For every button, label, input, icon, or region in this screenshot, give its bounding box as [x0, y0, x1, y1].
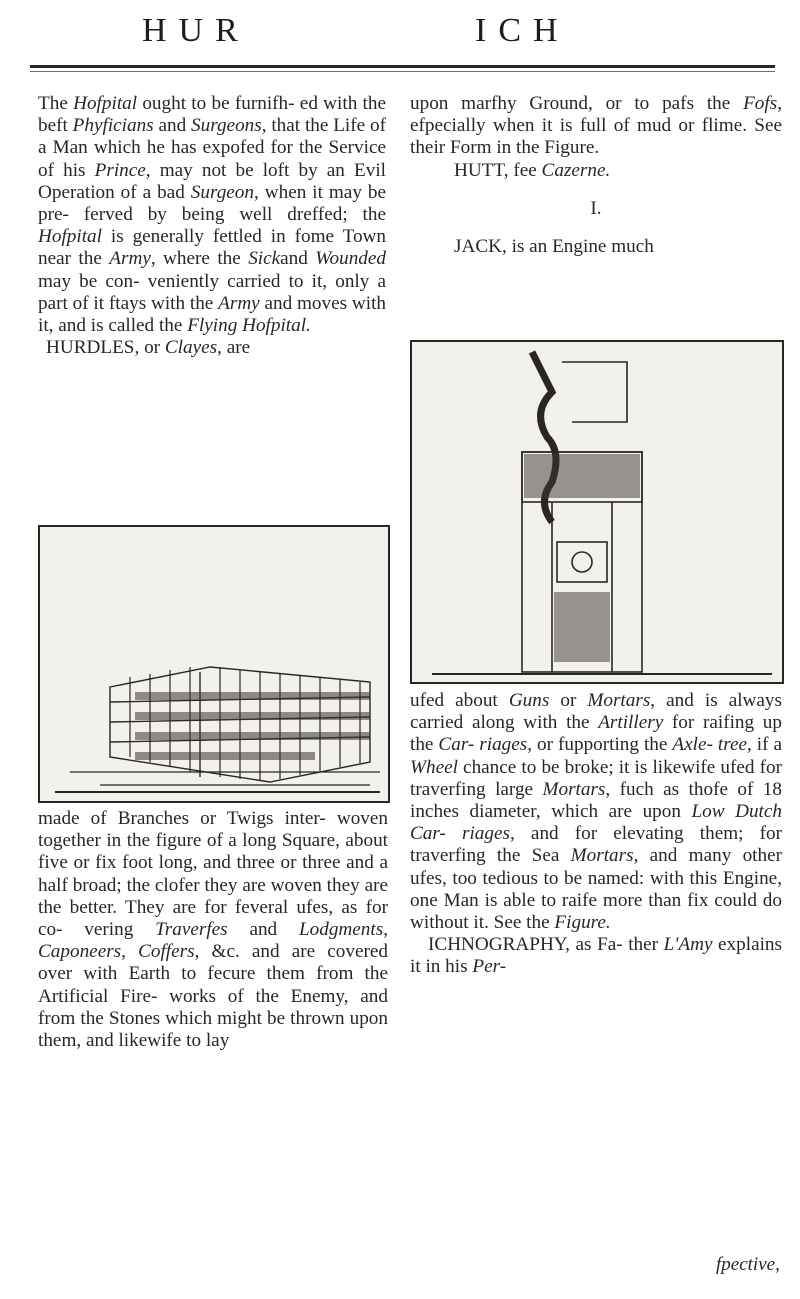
- italic-term: Hofpital: [73, 93, 138, 114]
- jack-heading: JACK, is an Engine much: [454, 236, 654, 258]
- left-column-bottom: [38, 808, 388, 1052]
- italic-term: Surgeons: [191, 115, 262, 137]
- catchword: fpective,: [716, 1254, 780, 1275]
- hurdles-figure: [38, 525, 390, 803]
- italic-term: Wounded: [315, 248, 386, 270]
- running-head-left: HUR: [142, 12, 250, 49]
- hurdles-heading: HURDLES, or Clayes, are: [46, 337, 251, 359]
- jack-illustration: [412, 342, 782, 682]
- header-rule-thin: [30, 71, 775, 72]
- italic-term: Guns: [508, 690, 550, 711]
- hospital-paragraph: The Hofpital ought to be furnifh- ed with the beft Phyficians and Surgeons, that the Life of a Man which he has expofed for the Service of his Prince, may not be loft by an Evil Operation of a bad Surgeon, when it may be pre- ferved by being well dreffed; the Hofpital is generally fettled in fome Town near the Army, where the Sickand Wounded may be con- veniently carried to it, only a part of it ftays with the Army and moves with it, and is called the Flying Hofpital.: [38, 93, 386, 337]
- italic-term: Figure.: [554, 912, 611, 934]
- marshy-paragraph: upon marfhy Ground, or to pafs the Fofs, efpecially when it is full of mud or flime. See their Form in the Figure.: [410, 93, 782, 159]
- italic-term: Lodgments: [298, 919, 384, 941]
- running-head-right: ICH: [475, 12, 570, 49]
- ichnography-entry: ICHNOGRAPHY, as Fa- ther L'Amy explains it in his Per-: [410, 934, 782, 978]
- right-column-bottom: [410, 690, 782, 979]
- italic-term: Surgeon: [190, 181, 254, 203]
- italic-term: Mortars: [570, 845, 634, 867]
- jack-paragraph: ufed about Guns or Mortars, and is always carried along with the Artillery for raifing up the Car- riages, or fupporting the Axle- tree, if a Wheel chance to be broke; it is likewife ufed for traverfing large Mortars, fuch as thofe of 18 inches diameter, which are upon Low Dutch Car- riages, and for elevating them; for traverfing the Sea Mortars, and many other ufes, too tedious to be named: with this Engine, one Man is able to raife more than fix could do without it. See the Figure.: [410, 690, 782, 934]
- italic-term: Army: [218, 292, 260, 314]
- italic-term: Fofs: [743, 93, 778, 114]
- italic-term: L'Amy: [663, 934, 713, 956]
- italic-term: Per-: [472, 956, 507, 978]
- italic-term: Artillery: [598, 712, 664, 734]
- italic-term: Cazerne.: [541, 159, 611, 181]
- italic-term: Wheel: [410, 756, 458, 778]
- italic-term: Phyficians: [72, 115, 154, 137]
- header-rule: [30, 65, 775, 68]
- italic-term: Flying Hofpital.: [187, 315, 311, 337]
- italic-term: Sick: [248, 248, 281, 270]
- italic-term: Mortars: [542, 778, 606, 800]
- italic-term: Hofpital: [38, 226, 102, 248]
- hutt-entry: HUTT, fee Cazerne.: [454, 159, 611, 181]
- italic-term: Traverfes: [155, 919, 228, 941]
- italic-term: Caponeers: [38, 941, 122, 963]
- italic-term: Low Dutch Car- riages: [410, 801, 782, 845]
- italic-term: Coffers: [138, 941, 195, 963]
- italic-term: Prince: [94, 159, 146, 181]
- jack-figure: [410, 340, 784, 684]
- hurdles-paragraph: made of Branches or Twigs inter- woven together in the figure of a long Square, about five or fix foot long, and three or three and a half broad; the clofer they are woven they are the better. They are for feveral ufes, as for co- vering Traverfes and Lodgments, Caponeers, Coffers, &c. and are covered over with Earth to fecure them from the Artificial Fire- works of the Enemy, and from the Stones which might be thrown upon them, and likewife to lay: [38, 808, 388, 1052]
- italic-term: Car- riages: [438, 734, 528, 756]
- left-column-top: [38, 93, 386, 359]
- italic-term: Mortars: [587, 690, 651, 711]
- right-column-top: [410, 93, 782, 258]
- hurdles-illustration: [40, 527, 388, 801]
- italic-term: Clayes: [164, 337, 218, 359]
- section-letter-i: I.: [590, 197, 602, 219]
- italic-term: Axle- tree: [672, 734, 747, 756]
- italic-term: Army: [109, 248, 151, 270]
